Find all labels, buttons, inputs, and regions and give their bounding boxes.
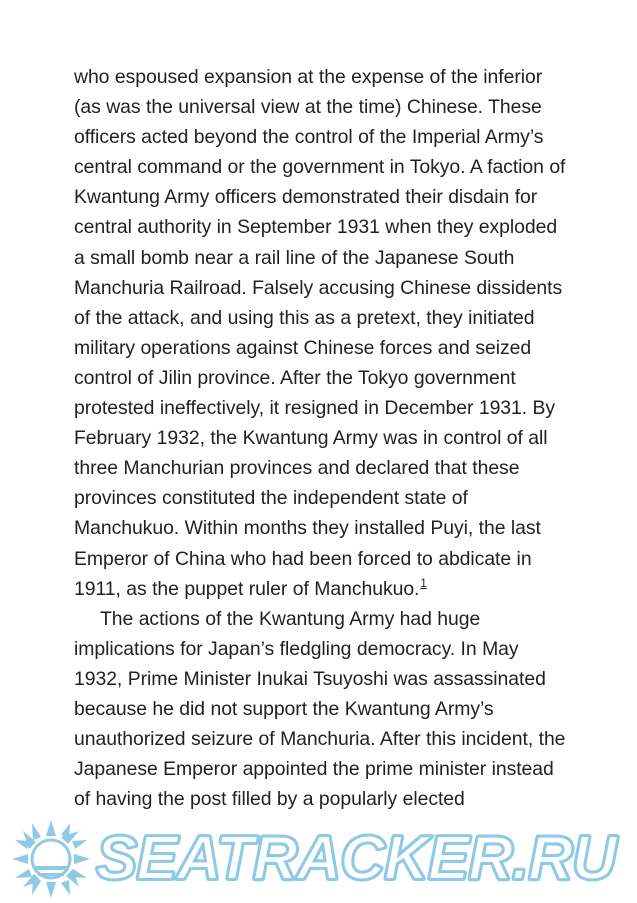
paragraph-block	[74, 62, 566, 604]
body-text-column	[74, 62, 566, 814]
footnote-reference-link[interactable]: 1	[420, 578, 427, 591]
sunburst-icon	[12, 820, 90, 898]
paragraph-block	[74, 604, 566, 815]
paragraph-text: who espoused expansion at the expense of the inferior (as was the universal view at the time) Chinese. These officers acted beyond the control of the Imperial Army’s central command or the government in Tokyo. A faction of Kwantung Army officers demonstrated their disdain for central authority in September 1931 when they exploded a small bomb near a rail line of the Japanese South Manchuria Railroad. Falsely accusing Chinese dissidents of the attack, and using this as a pretext, they initiated military operations against Chinese forces and seized control of Jilin province. After the Tokyo government protested ineffectively, it resigned in December 1931. By February 1932, the Kwantung Army was in control of all three Manchurian provinces and declared that these provinces constituted the independent state of Manchukuo. Within months they installed Puyi, the last Emperor of China who had been forced to abdicate in 1911, as the puppet ruler of Manchukuo.	[74, 66, 566, 600]
watermark	[0, 812, 637, 903]
paragraph-text: The actions of the Kwantung Army had huge implications for Japan’s fledgling democracy. In May 1932, Prime Minister Inukai Tsuyoshi was assassinated because he did not support the Kwantung Army’s unauthorized seizure of Manchuria. After this incident, the Japanese Emperor appointed the prime minister instead of having the post filled by a popularly elected	[74, 607, 566, 811]
watermark-text: SEATRACKER.RU	[96, 824, 616, 893]
